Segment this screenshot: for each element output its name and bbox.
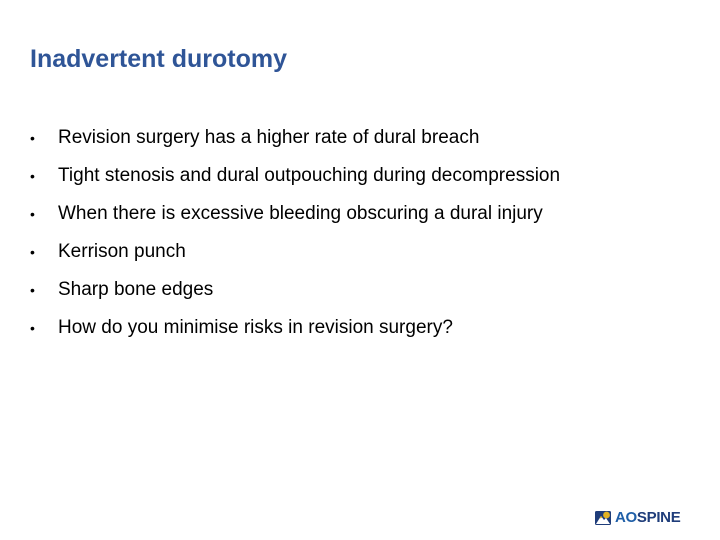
bullet-text: How do you minimise risks in revision surgery? [58,317,453,338]
aospine-logo-text [615,509,680,527]
bullet-icon: • [30,282,35,298]
aospine-logo-icon [594,509,612,527]
bullet-icon: • [30,206,35,222]
logo-text-spine: SPINE [636,509,681,526]
bullet-text: When there is excessive bleeding obscuring a dural injury [58,203,543,224]
bullet-icon: • [30,130,35,146]
bullet-text: Sharp bone edges [58,279,214,300]
bullet-text: Kerrison punch [58,241,186,262]
slide-title: Inadvertent durotomy [30,45,287,73]
bullet-icon: • [30,244,35,260]
bullet-text: Tight stenosis and dural outpouching during decompression [58,165,561,186]
aospine-logo [594,509,680,527]
bullet-icon: • [30,168,35,184]
bullet-text: Revision surgery has a higher rate of dural breach [58,127,480,148]
bullet-icon: • [30,320,35,336]
logo-text-ao: AO [615,509,637,526]
